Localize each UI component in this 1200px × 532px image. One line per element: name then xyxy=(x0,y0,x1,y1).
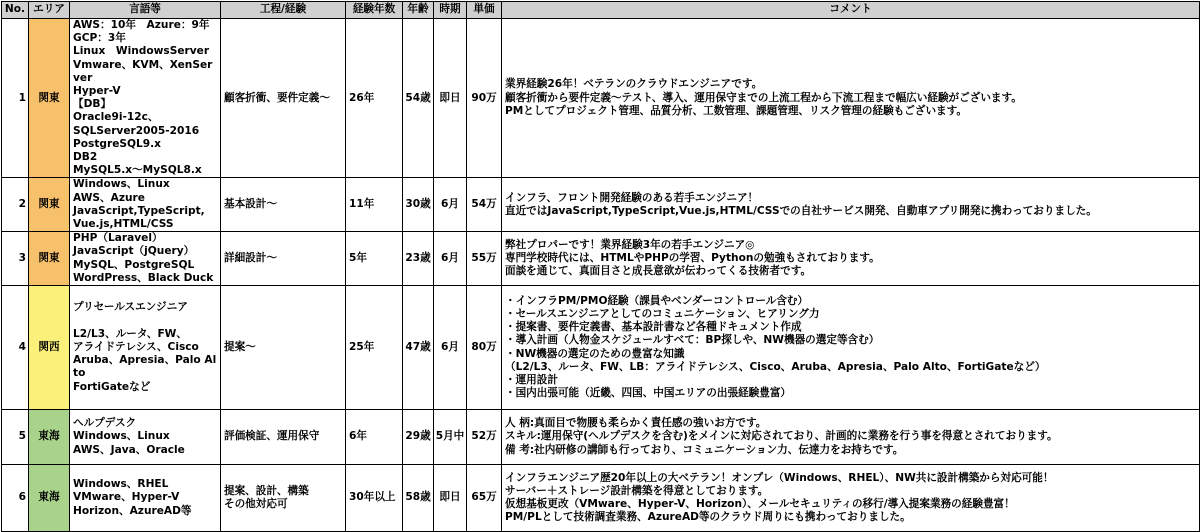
process-cell: 提案、設計、構築 その他対応可 xyxy=(221,465,346,532)
area-cell: 東海 xyxy=(29,410,70,465)
comment-cell: 人 柄:真面目で物腰も柔らかく責任感の強いお方です。 スキル:運用保守(ヘルプデスクを含む)をメインに対応されており、計画的に業務を行う事を得意とされております。 備 考:社内研修の講師も行っており、コミュニケーション力、伝達力をお持ちです。 xyxy=(502,410,1200,465)
header-area: エリア xyxy=(29,2,70,19)
row-no: 2 xyxy=(2,178,29,232)
header-timing: 時期 xyxy=(434,2,467,19)
languages-cell: ヘルプデスク Windows、Linux AWS、Java、Oracle xyxy=(70,410,221,465)
table-row xyxy=(2,232,1200,286)
engineer-table xyxy=(1,1,1200,532)
table-row xyxy=(2,286,1200,410)
timing-cell: 6月 xyxy=(434,178,467,232)
area-cell: 東海 xyxy=(29,465,70,532)
years-cell: 30年以上 xyxy=(346,465,403,532)
row-no: 4 xyxy=(2,286,29,410)
header-comment: コメント xyxy=(502,2,1200,19)
price-cell: 54万 xyxy=(467,178,502,232)
process-cell: 基本設計〜 xyxy=(221,178,346,232)
process-cell: 顧客折衝、要件定義〜 xyxy=(221,19,346,178)
timing-cell: 6月 xyxy=(434,286,467,410)
age-cell: 58歳 xyxy=(403,465,434,532)
price-cell: 65万 xyxy=(467,465,502,532)
age-cell: 23歳 xyxy=(403,232,434,286)
languages-cell: プリセールスエンジニア L2/L3、ルータ、FW、 アライドテレシス、Cisco Aruba、Apresia、Palo Alto FortiGateなど xyxy=(70,286,221,410)
table-row xyxy=(2,19,1200,178)
process-cell: 評価検証、運用保守 xyxy=(221,410,346,465)
price-cell: 90万 xyxy=(467,19,502,178)
area-cell: 関西 xyxy=(29,286,70,410)
comment-cell: インフラ、フロント開発経験のある若手エンジニア！ 直近ではJavaScript,TypeScript,Vue.js,HTML/CSSでの自社サービス開発、自動車アプリ開発に携わっておりました。 xyxy=(502,178,1200,232)
price-cell: 52万 xyxy=(467,410,502,465)
years-cell: 5年 xyxy=(346,232,403,286)
comment-cell: 業界経験26年！ベテランのクラウドエンジニアです。 顧客折衝から要件定義〜テスト、導入、運用保守までの上流工程から下流工程まで幅広い経験がございます。 PMとしてプロジェクト管理、品質分析、工数管理、課題管理、リスク管理の経験もございます。 xyxy=(502,19,1200,178)
age-cell: 54歳 xyxy=(403,19,434,178)
languages-cell: PHP（Laravel） JavaScript（jQuery） MySQL、PostgreSQL WordPress、Black Duck xyxy=(70,232,221,286)
header-no: No. xyxy=(2,2,29,19)
row-no: 5 xyxy=(2,410,29,465)
table-row xyxy=(2,410,1200,465)
header-row xyxy=(2,2,1200,19)
row-no: 3 xyxy=(2,232,29,286)
timing-cell: 6月 xyxy=(434,232,467,286)
comment-cell: インフラエンジニア歴20年以上の大ベテラン！オンプレ（Windows、RHEL）、NW共に設計構築から対応可能！ サーバー＋ストレージ設計構築を得意としております。 仮想基板更改（VMware、Hyper-V、Horizon）、メールセキュリティの移行/導入提案業務の経験豊富！ PM/PLとして技術調査業務、AzureAD等のクラウド周りにも携わっておりました。 xyxy=(502,465,1200,532)
comment-cell: 弊社プロパーです！業界経験3年の若手エンジニア◎ 専門学校時代には、HTMLやPHPの学習、Pythonの勉強もされております。 面談を通じて、真面目さと成長意欲が伝わってくる技術者です。 xyxy=(502,232,1200,286)
timing-cell: 5月中 xyxy=(434,410,467,465)
years-cell: 26年 xyxy=(346,19,403,178)
languages-cell: Windows、RHEL VMware、Hyper-V Horizon、AzureAD等 xyxy=(70,465,221,532)
years-cell: 25年 xyxy=(346,286,403,410)
languages-cell: Windows、Linux AWS、Azure JavaScript,TypeScript, Vue.js,HTML/CSS xyxy=(70,178,221,232)
header-process: 工程/経験 xyxy=(221,2,346,19)
area-cell: 関東 xyxy=(29,232,70,286)
header-languages: 言語等 xyxy=(70,2,221,19)
process-cell: 提案〜 xyxy=(221,286,346,410)
age-cell: 30歳 xyxy=(403,178,434,232)
table-row xyxy=(2,178,1200,232)
age-cell: 47歳 xyxy=(403,286,434,410)
age-cell: 29歳 xyxy=(403,410,434,465)
comment-cell: ・インフラPM/PMO経験（課員やベンダーコントロール含む） ・セールスエンジニアとしてのコミュニケーション、ヒアリング力 ・提案書、要件定義書、基本設計書など各種ドキュメント作成 ・導入計画（人物金スケジュールすべて：BP探しや、NW機器の選定等含む） ・NW機器の選定のための豊富な知識 （L2/L3、ルータ、FW、LB：アライドテレシス、Cisco、Aruba、Apresia、Palo Alto、FortiGateなど） ・運用設計 ・国内出張可能（近畿、四国、中国エリアの出張経験豊富） xyxy=(502,286,1200,410)
row-no: 6 xyxy=(2,465,29,532)
header-years: 経験年数 xyxy=(346,2,403,19)
price-cell: 80万 xyxy=(467,286,502,410)
area-cell: 関東 xyxy=(29,19,70,178)
header-age: 年齢 xyxy=(403,2,434,19)
languages-cell: AWS：10年 Azure：9年 GCP：3年 Linux WindowsServer Vmware、KVM、XenServer Hyper-V 【DB】 Oracle9i-12c、 SQLServer2005-2016 PostgreSQL9.x DB2 MySQL5.x〜MySQL8.x xyxy=(70,19,221,178)
timing-cell: 即日 xyxy=(434,465,467,532)
years-cell: 6年 xyxy=(346,410,403,465)
process-cell: 詳細設計〜 xyxy=(221,232,346,286)
price-cell: 55万 xyxy=(467,232,502,286)
table-row xyxy=(2,465,1200,532)
header-price: 単価 xyxy=(467,2,502,19)
years-cell: 11年 xyxy=(346,178,403,232)
row-no: 1 xyxy=(2,19,29,178)
timing-cell: 即日 xyxy=(434,19,467,178)
area-cell: 関東 xyxy=(29,178,70,232)
